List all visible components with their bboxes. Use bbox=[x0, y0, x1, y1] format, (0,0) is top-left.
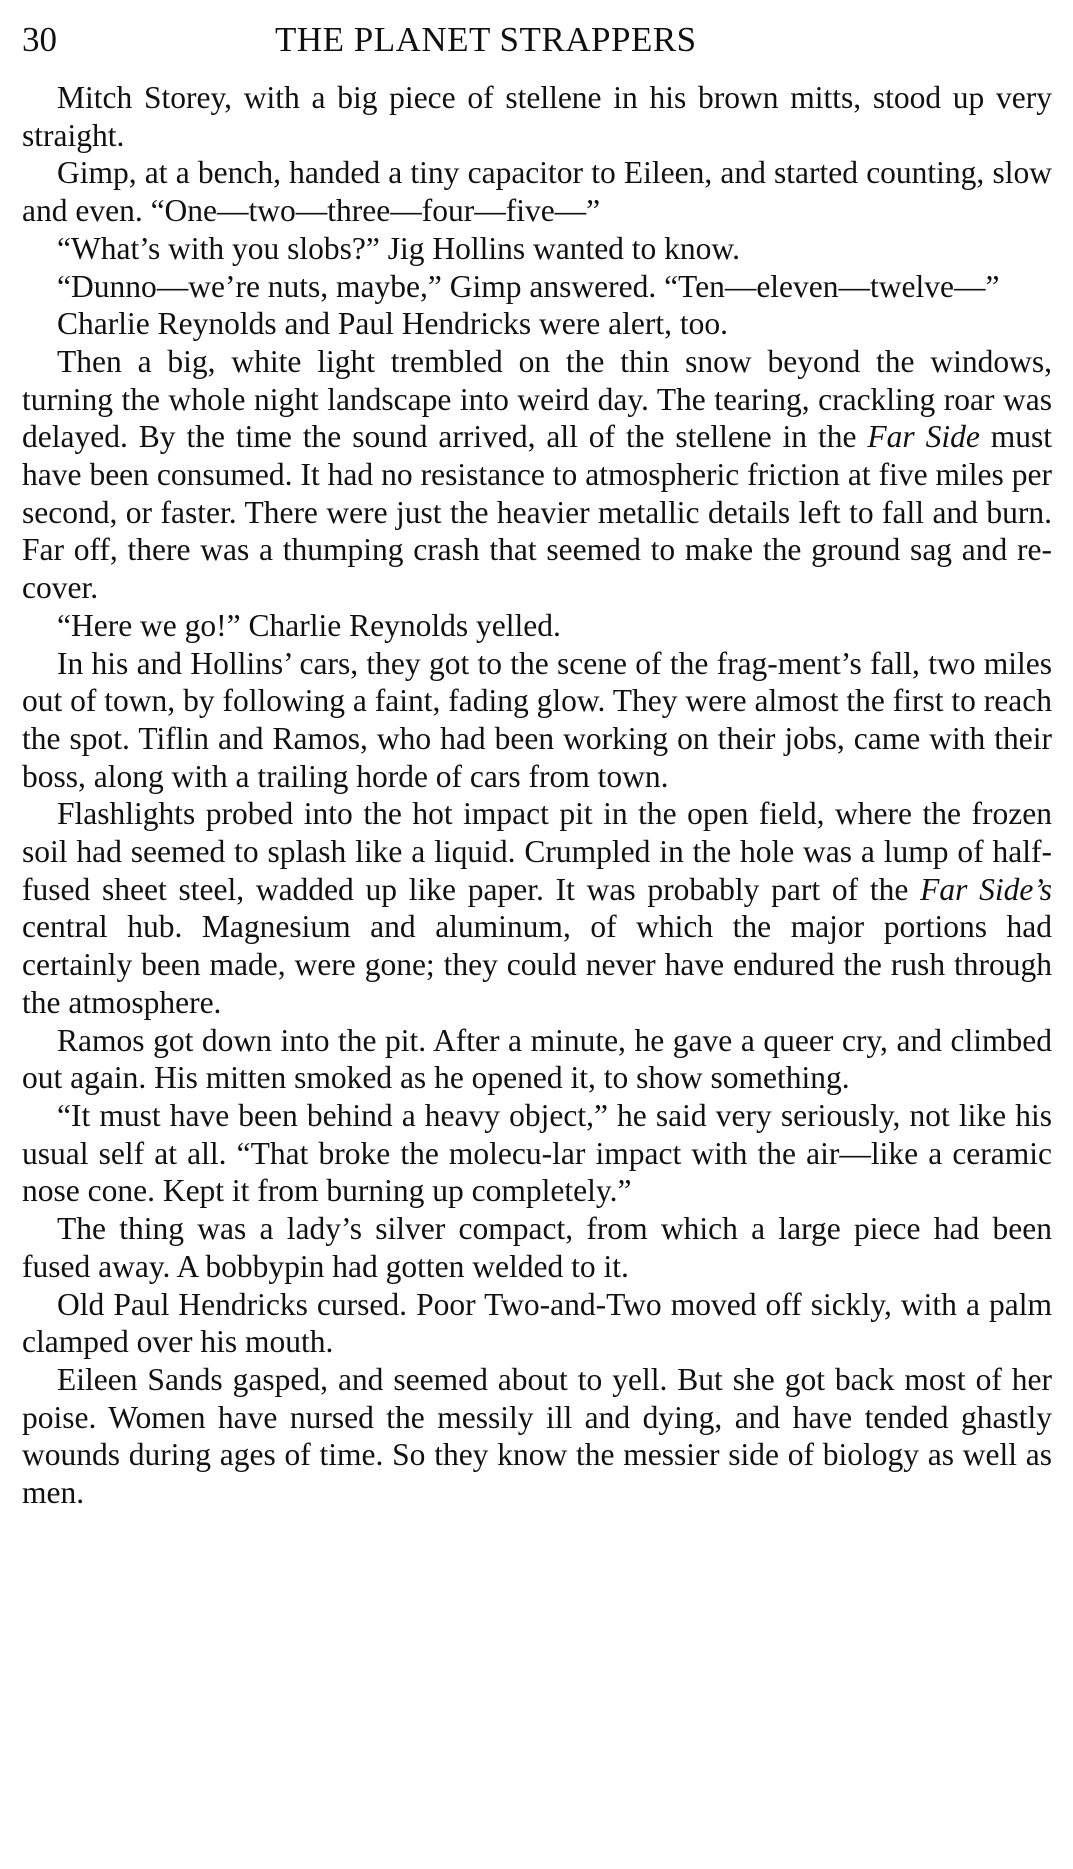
paragraph: In his and Hollins’ cars, they got to the scene of the frag-ment’s fall, two miles out of town, by following a faint, fading glow. They were almost the first to reach the spot. Tiflin and Ramos, who had been working on their jobs, came with their boss, along with a trailing horde of cars from town. bbox=[22, 645, 1052, 794]
page-header bbox=[22, 18, 1052, 62]
paragraph bbox=[22, 795, 1052, 1021]
paragraph-text: must have been consumed. It had no resistance to atmospheric friction at five miles per second, or faster. There were just the heavier metallic details left to fall and burn. Far off, there was a thumping crash that seemed to make the ground sag and re-cover. bbox=[22, 419, 1053, 606]
paragraph: Old Paul Hendricks cursed. Poor Two-and-Two moved off sickly, with a palm clamped over his mouth. bbox=[22, 1286, 1052, 1360]
page-number: 30 bbox=[22, 20, 57, 59]
paragraph-text: Then a big, white light trembled on the thin snow beyond the windows, turning the whole night landscape into weird day. The tearing, crackling roar was delayed. By the time the sound arrived, all of the stellene in the bbox=[22, 343, 1052, 455]
paragraph-text: Flashlights probed into the hot impact pit in the open field, where the frozen soil had seemed to splash like a liquid. Crumpled in the hole was a lump of half-fused sheet steel, wadded up like paper. It was probably part of the bbox=[22, 796, 1052, 907]
paragraph bbox=[22, 343, 1052, 607]
paragraph: “Here we go!” Charlie Reynolds yelled. bbox=[57, 607, 561, 643]
body-text bbox=[22, 79, 1052, 1512]
paragraph: Mitch Storey, with a big piece of stellene in his brown mitts, stood up very straight. bbox=[22, 80, 1052, 153]
paragraph: The thing was a lady’s silver compact, from which a large piece had been fused away. A bobbypin had gotten welded to it. bbox=[22, 1211, 1052, 1284]
paragraph: “Dunno—we’re nuts, maybe,” Gimp answered. “Ten—eleven—twelve—” bbox=[57, 268, 1000, 304]
paragraph: Eileen Sands gasped, and seemed about to yell. But she got back most of her poise. Women have nursed the messily ill and dying, and have tended ghastly wounds during ages of time. So they know the messier side of biology as well as men. bbox=[22, 1361, 1052, 1511]
running-title: THE PLANET STRAPPERS bbox=[275, 20, 697, 59]
paragraph: Ramos got down into the pit. After a minute, he gave a queer cry, and climbed out again. His mitten smoked as he opened it, to show something. bbox=[22, 1022, 1052, 1096]
paragraph: “It must have been behind a heavy object,” he said very seriously, not like his usual self at all. “That broke the molecu-lar impact with the air—like a ceramic nose cone. Kept it from burning up completely.” bbox=[22, 1097, 1052, 1209]
ship-name: Far Side bbox=[867, 419, 980, 455]
paragraph-text: central hub. Magnesium and aluminum, of which the major portions had certainly been made, were gone; they could never have endured the rush through the atmosphere. bbox=[22, 909, 1052, 1020]
paragraph: Charlie Reynolds and Paul Hendricks were alert, too. bbox=[57, 306, 728, 342]
paragraph: “What’s with you slobs?” Jig Hollins wanted to know. bbox=[57, 230, 741, 266]
paragraph: Gimp, at a bench, handed a tiny capacitor to Eileen, and started counting, slow and even. “One—two—three—four—five—” bbox=[22, 155, 1052, 229]
ship-name: Far Side’s bbox=[920, 871, 1053, 907]
